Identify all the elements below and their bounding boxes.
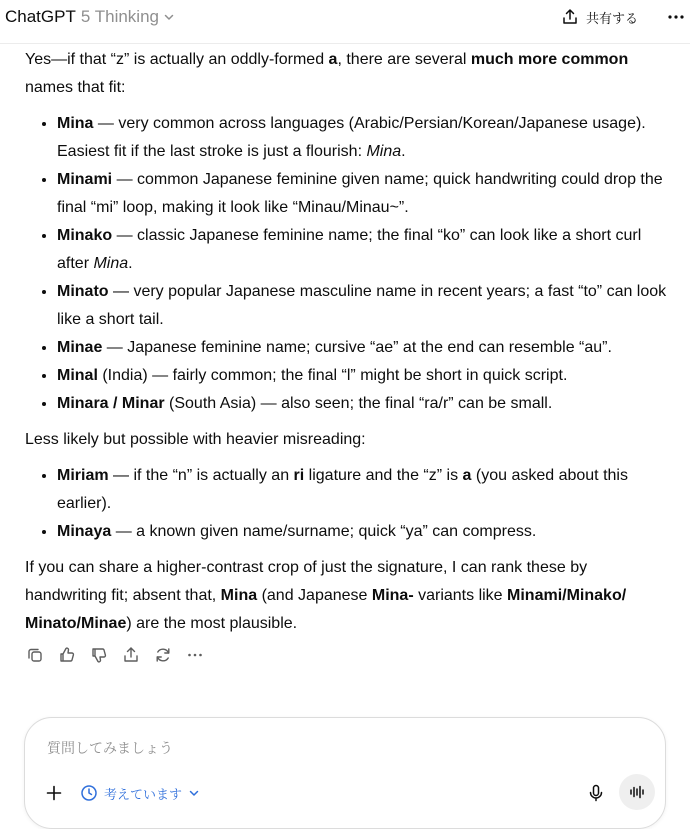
top-bar <box>0 0 690 44</box>
closing-paragraph <box>25 554 668 638</box>
name-desc: — very popular Japanese masculine name in recent years; a fast “to” can look like a short tail. <box>57 283 667 328</box>
more-icon <box>186 646 204 664</box>
name-bold: Mina <box>57 115 94 132</box>
name-desc: — if the “n” is actually an <box>108 467 294 484</box>
name-tail: . <box>401 143 406 160</box>
regenerate-button[interactable] <box>153 645 173 665</box>
list-item <box>57 462 668 518</box>
name-tail: . <box>128 255 133 272</box>
name-bold: Miriam <box>57 467 109 484</box>
copy-button[interactable] <box>25 645 45 665</box>
name-desc: (South Asia) — also seen; the final “ra/r” can be small. <box>164 395 553 412</box>
name-desc: — Japanese feminine name; cursive “ae” at the end can resemble “au”. <box>102 339 612 356</box>
copy-icon <box>26 646 44 664</box>
regenerate-icon <box>154 646 172 664</box>
name-bold: Minara / Minar <box>57 395 165 412</box>
thinking-mode-selector[interactable] <box>80 782 200 804</box>
closing-bold: Mina- <box>371 587 414 604</box>
name-desc: (you asked about this earlier). <box>57 467 628 512</box>
closing-text: If you can share a higher-contrast crop of just the signature, I can rank these by handwriting fit; absent that, <box>25 559 588 604</box>
plus-icon[interactable] <box>44 783 64 803</box>
name-bold: Minae <box>57 339 103 356</box>
intro-paragraph <box>25 46 668 102</box>
name-desc: — classic Japanese feminine name; the final “ko” can look like a short curl after <box>57 227 642 272</box>
name-desc: ligature and the “z” is <box>304 467 463 484</box>
list-item <box>57 334 668 362</box>
list-item <box>57 166 668 222</box>
more-options-icon[interactable] <box>667 8 685 26</box>
name-bold: Minato <box>57 283 109 300</box>
share-icon <box>561 8 579 26</box>
name-bold: Minal <box>57 367 98 384</box>
thumbs-up-button[interactable] <box>57 645 77 665</box>
voice-waveform-icon <box>628 783 646 801</box>
list-item <box>57 222 668 278</box>
name-desc: (India) — fairly common; the final “l” might be short in quick script. <box>97 367 568 384</box>
name-desc: — a known given name/surname; quick “ya” can compress. <box>111 523 537 540</box>
thinking-label: 考えています <box>104 786 183 802</box>
name-bold: Minako <box>57 227 113 244</box>
name-bold: Minaya <box>57 523 112 540</box>
share-icon <box>122 646 140 664</box>
less-likely-paragraph: Less likely but possible with heavier misreading: <box>25 431 366 448</box>
share-button[interactable] <box>561 7 638 27</box>
closing-bold: Minami/Minako/ Minato/Minae <box>25 587 627 632</box>
closing-text: ) are the most plausible. <box>126 615 298 632</box>
list-item <box>57 518 668 546</box>
intro-bold: much more common <box>470 51 629 68</box>
thumbs-up-icon <box>58 646 76 664</box>
chevron-down-icon <box>188 787 200 799</box>
thumbs-down-icon <box>90 646 108 664</box>
voice-mode-button[interactable] <box>619 774 655 810</box>
intro-text: Yes—if that “z” is actually an oddly-formed <box>25 51 329 68</box>
name-bold: a <box>462 467 472 484</box>
message-actions <box>25 645 217 665</box>
closing-text: variants like <box>413 587 508 604</box>
microphone-icon[interactable] <box>586 783 606 803</box>
chevron-down-icon <box>163 11 175 23</box>
list-item <box>57 390 668 418</box>
closing-bold: Mina <box>220 587 258 604</box>
name-list <box>25 462 668 546</box>
name-desc: — common Japanese feminine given name; quick handwriting could drop the final “mi” loop, making it look like “Minau/Minau~”. <box>57 171 663 216</box>
intro-bold: a <box>328 51 338 68</box>
list-item <box>57 278 668 334</box>
model-selector[interactable] <box>5 6 175 28</box>
intro-text: names that fit: <box>25 79 126 96</box>
name-list <box>25 110 668 418</box>
list-item <box>57 110 668 166</box>
composer <box>24 717 666 829</box>
more-actions-button[interactable] <box>185 645 205 665</box>
name-bold: Minami <box>57 171 113 188</box>
closing-text: (and Japanese <box>257 587 372 604</box>
list-item <box>57 362 668 390</box>
clock-icon <box>80 784 98 802</box>
name-bold: ri <box>293 467 305 484</box>
name-desc: — very common across languages (Arabic/Persian/Korean/Japanese usage). Easiest fit if the last stroke is just a flourish: <box>57 115 646 160</box>
name-italic: Mina <box>366 143 402 160</box>
model-name: 5 Thinking <box>80 7 159 26</box>
name-italic: Mina <box>93 255 129 272</box>
prompt-input[interactable]: 質問してみましょう <box>47 740 173 756</box>
share-label: 共有する <box>586 10 639 26</box>
assistant-message <box>25 46 668 646</box>
intro-text: , there are several <box>337 51 471 68</box>
share-message-button[interactable] <box>121 645 141 665</box>
thumbs-down-button[interactable] <box>89 645 109 665</box>
app-name: ChatGPT <box>5 7 76 26</box>
